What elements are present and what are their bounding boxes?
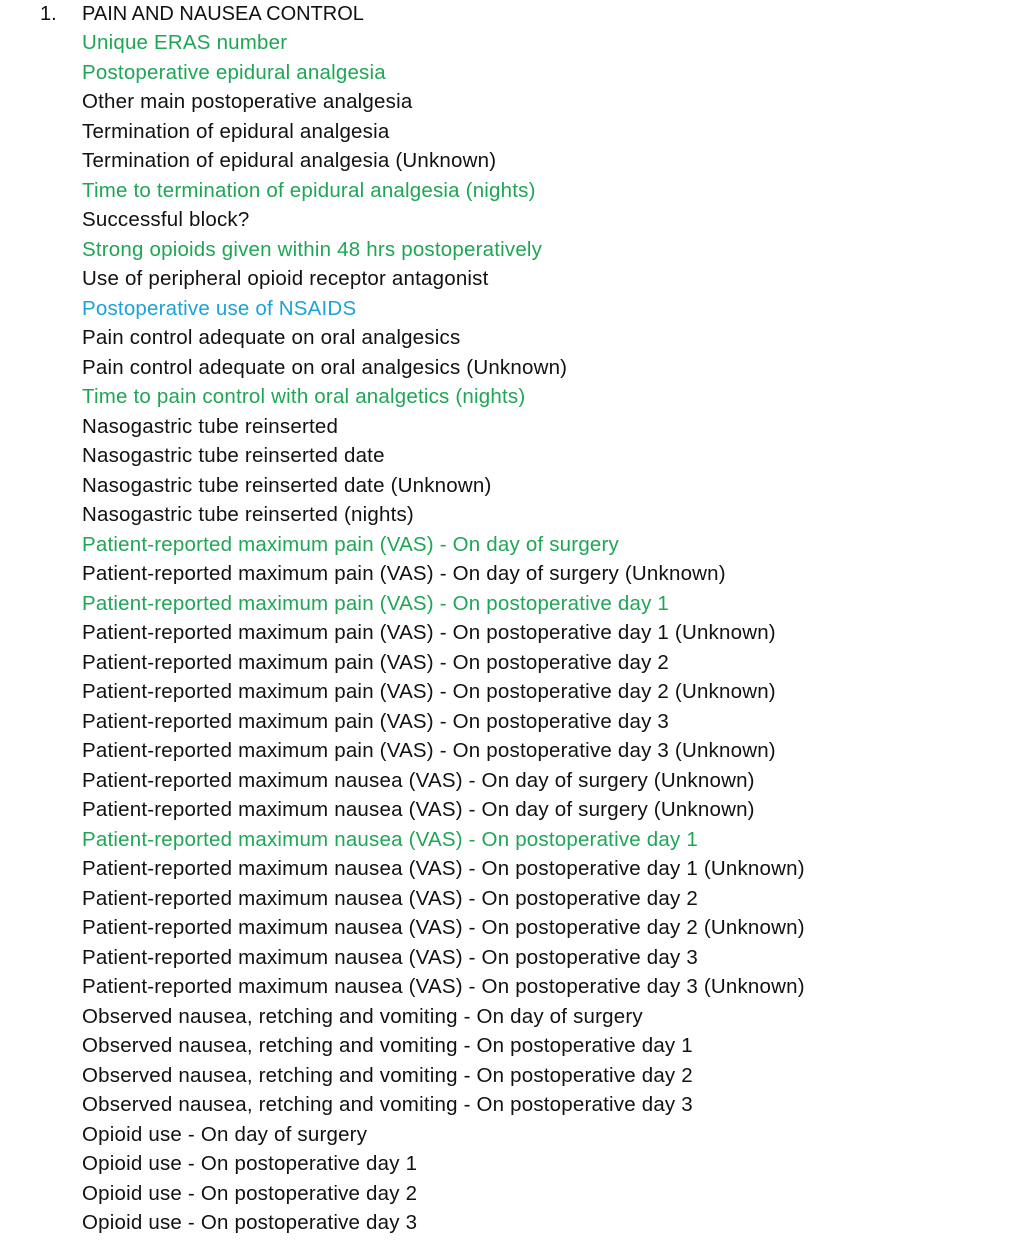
list-item: Patient-reported maximum nausea (VAS) - On postoperative day 1 <box>82 827 698 851</box>
list-item: Unique ERAS number <box>82 31 288 54</box>
list-item: Pain control adequate on oral analgesics (Unknown) <box>82 355 568 379</box>
section-heading <box>40 0 364 28</box>
list-item: Patient-reported maximum nausea (VAS) - On postoperative day 1 (Unknown) <box>82 857 805 880</box>
list-item: Postoperative use of NSAIDS <box>82 296 357 320</box>
list-item: Termination of epidural analgesia <box>82 119 390 143</box>
list-item: Nasogastric tube reinserted date (Unknown) <box>82 473 492 497</box>
list-item: Nasogastric tube reinserted date <box>82 444 385 467</box>
list-item: Patient-reported maximum pain (VAS) - On day of surgery <box>82 532 619 556</box>
list-item: Patient-reported maximum nausea (VAS) - On postoperative day 3 (Unknown) <box>82 975 805 998</box>
list-item: Patient-reported maximum nausea (VAS) - On day of surgery (Unknown) <box>82 798 755 821</box>
list-item: Nasogastric tube reinserted (nights) <box>82 503 414 526</box>
list-item: Observed nausea, retching and vomiting - On postoperative day 1 <box>82 1034 693 1057</box>
variable-list <box>82 28 805 1238</box>
list-item: Opioid use - On postoperative day 3 <box>82 1211 418 1234</box>
list-item: Time to termination of epidural analgesia (nights) <box>82 178 536 202</box>
list-item: Patient-reported maximum pain (VAS) - On postoperative day 3 <box>82 709 670 733</box>
list-item: Patient-reported maximum pain (VAS) - On postoperative day 2 (Unknown) <box>82 680 776 703</box>
list-item: Pain control adequate on oral analgesics <box>82 326 461 349</box>
list-item: Patient-reported maximum pain (VAS) - On postoperative day 3 (Unknown) <box>82 739 776 762</box>
section-number: 1. <box>40 3 57 25</box>
list-item: Opioid use - On day of surgery <box>82 1122 368 1146</box>
list-item: Use of peripheral opioid receptor antagonist <box>82 267 489 290</box>
list-item: Patient-reported maximum pain (VAS) - On postoperative day 1 (Unknown) <box>82 621 776 644</box>
list-item: Patient-reported maximum pain (VAS) - On day of surgery (Unknown) <box>82 562 726 585</box>
list-item: Time to pain control with oral analgetics (nights) <box>82 385 526 408</box>
list-item: Patient-reported maximum pain (VAS) - On postoperative day 2 <box>82 650 670 674</box>
list-item: Termination of epidural analgesia (Unknown) <box>82 149 497 172</box>
list-item: Patient-reported maximum nausea (VAS) - On postoperative day 2 <box>82 886 698 910</box>
list-item: Patient-reported maximum nausea (VAS) - On postoperative day 3 <box>82 945 698 969</box>
section-title: PAIN AND NAUSEA CONTROL <box>82 3 364 25</box>
list-item: Opioid use - On postoperative day 1 <box>82 1152 418 1175</box>
list-item: Strong opioids given within 48 hrs postoperatively <box>82 237 543 261</box>
list-item: Observed nausea, retching and vomiting - On postoperative day 2 <box>82 1063 693 1087</box>
list-item: Observed nausea, retching and vomiting - On postoperative day 3 <box>82 1093 693 1116</box>
list-item: Other main postoperative analgesia <box>82 90 413 113</box>
list-item: Postoperative epidural analgesia <box>82 60 386 84</box>
list-item: Nasogastric tube reinserted <box>82 414 339 438</box>
list-item: Patient-reported maximum nausea (VAS) - On day of surgery (Unknown) <box>82 768 755 792</box>
list-item: Patient-reported maximum pain (VAS) - On postoperative day 1 <box>82 591 670 615</box>
list-item: Patient-reported maximum nausea (VAS) - On postoperative day 2 (Unknown) <box>82 916 805 939</box>
list-item: Opioid use - On postoperative day 2 <box>82 1181 418 1205</box>
list-item: Successful block? <box>82 208 250 231</box>
list-item: Observed nausea, retching and vomiting - On day of surgery <box>82 1004 643 1028</box>
